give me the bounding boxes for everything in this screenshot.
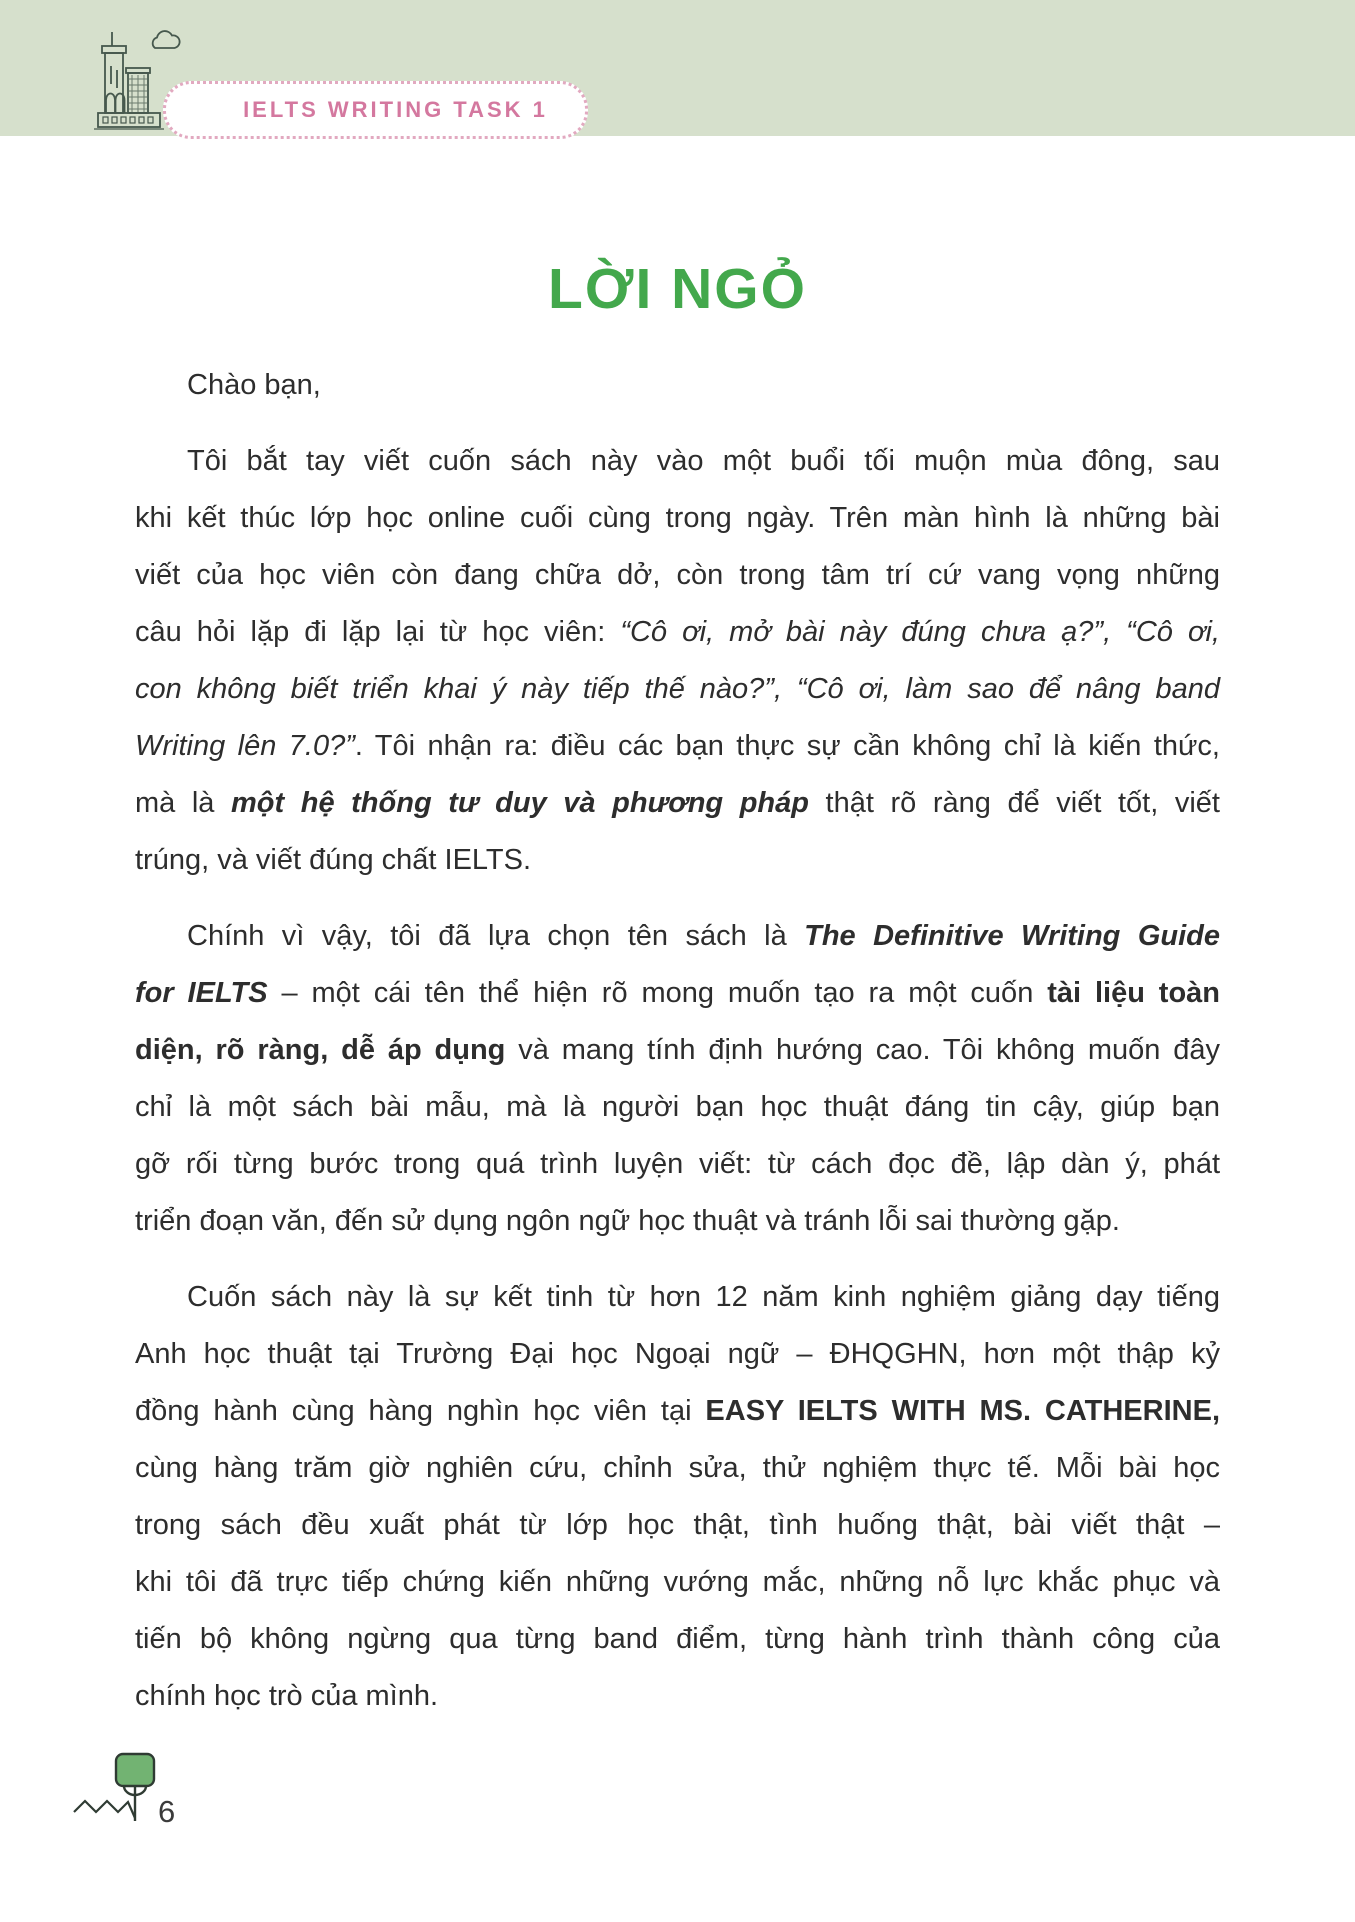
text-segment: – một cái tên thể hiện rõ mong muốn tạo ra một cuốn bbox=[267, 976, 1048, 1009]
text-segment: một hệ thống tư duy và phương pháp bbox=[231, 786, 809, 819]
text-line bbox=[135, 357, 1220, 414]
page-footer bbox=[58, 1752, 278, 1832]
text-line bbox=[135, 1136, 1220, 1193]
text-segment: trong sách đều xuất phát từ lớp học thật, tình huống thật, bài viết thật – bbox=[135, 1508, 1220, 1541]
text-segment: câu hỏi lặp đi lặp lại từ học viên: bbox=[135, 615, 621, 648]
text-segment: Chào bạn, bbox=[187, 368, 321, 401]
text-line bbox=[135, 1383, 1220, 1440]
text-line bbox=[135, 775, 1220, 832]
text-segment: gỡ rối từng bước trong quá trình luyện viết: từ cách đọc đề, lập dàn ý, phát bbox=[135, 1147, 1220, 1180]
text-line bbox=[135, 433, 1220, 490]
paragraph bbox=[135, 357, 1220, 414]
text-segment: Anh học thuật tại Trường Đại học Ngoại ngữ – ĐHQGHN, hơn một thập kỷ bbox=[135, 1337, 1220, 1370]
text-segment: diện, rõ ràng, dễ áp dụng bbox=[135, 1033, 506, 1066]
text-line bbox=[135, 1497, 1220, 1554]
page-number: 6 bbox=[158, 1794, 176, 1829]
chapter-badge bbox=[163, 81, 588, 139]
text-line bbox=[135, 1193, 1220, 1250]
city-building-icon bbox=[92, 26, 186, 140]
text-segment: chỉ là một sách bài mẫu, mà là người bạn học thuật đáng tin cậy, giúp bạn bbox=[135, 1090, 1220, 1123]
text-segment: “Cô ơi, mở bài này đúng chưa ạ?”, “Cô ơi, bbox=[620, 615, 1220, 648]
text-line bbox=[135, 1269, 1220, 1326]
text-segment: Tôi bắt tay viết cuốn sách này vào một buổi tối muộn mùa đông, sau bbox=[187, 444, 1220, 477]
text-line bbox=[135, 661, 1220, 718]
text-segment: trúng, và viết đúng chất IELTS. bbox=[135, 843, 532, 876]
text-line bbox=[135, 1326, 1220, 1383]
text-segment: mà là bbox=[135, 786, 231, 819]
text-segment: đồng hành cùng hàng nghìn học viên tại bbox=[135, 1394, 706, 1427]
paragraph bbox=[135, 908, 1220, 1250]
foreword-body bbox=[135, 357, 1220, 1725]
text-line bbox=[135, 1079, 1220, 1136]
text-segment: EASY IELTS WITH MS. CATHERINE, bbox=[705, 1394, 1220, 1427]
text-line bbox=[135, 1440, 1220, 1497]
text-segment: thật rõ ràng để viết tốt, viết bbox=[808, 786, 1220, 819]
text-segment: The Definitive Writing Guide bbox=[804, 919, 1220, 952]
text-segment: Cuốn sách này là sự kết tinh từ hơn 12 năm kinh nghiệm giảng dạy tiếng bbox=[187, 1280, 1220, 1313]
chapter-badge-label: IELTS WRITING TASK 1 bbox=[243, 97, 548, 122]
text-segment: khi kết thúc lớp học online cuối cùng trong ngày. Trên màn hình là những bài bbox=[135, 501, 1220, 534]
text-line bbox=[135, 965, 1220, 1022]
text-line bbox=[135, 832, 1220, 889]
tree-icon bbox=[58, 1752, 168, 1824]
text-line bbox=[135, 1554, 1220, 1611]
text-segment: Chính vì vậy, tôi đã lựa chọn tên sách là bbox=[187, 919, 805, 952]
text-line bbox=[135, 1668, 1220, 1725]
text-segment: tiến bộ không ngừng qua từng band điểm, từng hành trình thành công của bbox=[135, 1622, 1220, 1655]
text-line bbox=[135, 547, 1220, 604]
text-segment: con không biết triển khai ý này tiếp thế nào?”, “Cô ơi, làm sao để nâng band bbox=[135, 672, 1220, 705]
text-segment: tài liệu toàn bbox=[1047, 976, 1221, 1009]
text-line bbox=[135, 1611, 1220, 1668]
zigzag-line bbox=[74, 1801, 135, 1818]
text-segment: Writing lên 7.0?” bbox=[135, 729, 355, 762]
text-line bbox=[135, 908, 1220, 965]
text-line bbox=[135, 490, 1220, 547]
text-segment: chính học trò của mình. bbox=[135, 1679, 439, 1712]
paragraph bbox=[135, 1269, 1220, 1725]
text-segment: for IELTS bbox=[135, 976, 268, 1009]
text-segment: và mang tính định hướng cao. Tôi không muốn đây bbox=[505, 1033, 1220, 1066]
text-segment: . Tôi nhận ra: điều các bạn thực sự cần không chỉ là kiến thức, bbox=[354, 729, 1220, 762]
text-segment: viết của học viên còn đang chữa dở, còn trong tâm trí cứ vang vọng những bbox=[135, 558, 1220, 591]
text-segment: cùng hàng trăm giờ nghiên cứu, chỉnh sửa, thử nghiệm thực tế. Mỗi bài học bbox=[135, 1451, 1220, 1484]
text-segment: triển đoạn văn, đến sử dụng ngôn ngữ học thuật và tránh lỗi sai thường gặp. bbox=[135, 1204, 1120, 1237]
text-line bbox=[135, 1022, 1220, 1079]
paragraph bbox=[135, 433, 1220, 889]
header-band bbox=[0, 0, 1355, 136]
page-title: LỜI NGỎ bbox=[548, 257, 807, 321]
cloud-icon bbox=[153, 31, 180, 48]
text-line bbox=[135, 718, 1220, 775]
text-segment: khi tôi đã trực tiếp chứng kiến những vướng mắc, những nỗ lực khắc phục và bbox=[135, 1565, 1220, 1598]
text-line bbox=[135, 604, 1220, 661]
